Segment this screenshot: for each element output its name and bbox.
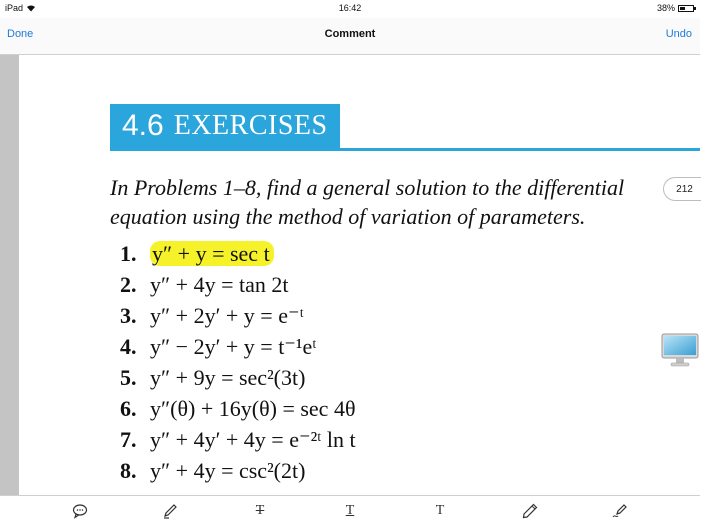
instructions <box>110 173 670 231</box>
annotation-toolbar <box>0 495 700 526</box>
highlighted-equation[interactable]: y″ + y = sec t <box>150 241 274 266</box>
instructions-line-2: equation using the method of variation of parameters. <box>110 204 586 229</box>
problem-number: 4. <box>120 334 137 359</box>
highlighter-icon[interactable] <box>161 502 179 520</box>
problem-2 <box>120 269 356 300</box>
strikethrough-text-icon[interactable]: T <box>255 503 265 518</box>
speech-bubble-icon[interactable] <box>71 502 89 520</box>
nav-bar <box>0 18 700 55</box>
signature-pen-icon[interactable] <box>611 502 629 520</box>
document-page[interactable] <box>19 55 700 495</box>
section-number: 4.6 <box>122 109 164 142</box>
problem-4 <box>120 331 356 362</box>
problem-number: 6. <box>120 396 137 421</box>
instructions-line-1: In Problems 1–8, find a general solution to the differential <box>110 175 625 200</box>
pencil-icon[interactable] <box>521 502 539 520</box>
battery-percent: 38% <box>656 3 675 13</box>
header-rule <box>110 148 700 151</box>
problem-number: 2. <box>120 272 137 297</box>
done-button[interactable]: Done <box>7 28 34 40</box>
undo-button[interactable]: Undo <box>665 28 692 40</box>
equation: y″ + 4y′ + 4y = e⁻²ᵗ ln t <box>150 427 356 452</box>
equation: y″ + 2y′ + y = e⁻ᵗ <box>150 303 304 328</box>
problem-number: 7. <box>120 427 137 452</box>
text-icon[interactable]: T <box>435 503 445 518</box>
nav-title: Comment <box>324 28 376 40</box>
section-header <box>110 104 340 148</box>
problem-number: 5. <box>120 365 137 390</box>
section-title: EXERCISES <box>173 110 328 141</box>
problem-5 <box>120 362 356 393</box>
status-time: 16:42 <box>338 3 362 13</box>
problem-number: 1. <box>120 241 137 266</box>
battery-icon <box>678 5 694 12</box>
equation: y″ + 4y = tan 2t <box>150 272 289 297</box>
computer-icon[interactable] <box>660 330 700 370</box>
equation: y″ − 2y′ + y = t⁻¹eᵗ <box>150 334 317 359</box>
problem-1 <box>120 238 356 269</box>
problem-3 <box>120 300 356 331</box>
equation: y″ + 4y = csc²(2t) <box>150 458 306 483</box>
problem-list <box>120 238 356 483</box>
problem-number: 3. <box>120 303 137 328</box>
device-name: iPad <box>5 3 24 13</box>
problem-number: 8. <box>120 458 137 483</box>
problem-6 <box>120 393 356 424</box>
page-gutter <box>0 55 19 495</box>
problem-8 <box>120 455 356 483</box>
page-number-badge[interactable]: 212 <box>663 177 701 201</box>
equation: y″ + 9y = sec²(3t) <box>150 365 306 390</box>
status-right <box>657 3 694 13</box>
underline-text-icon[interactable]: T <box>345 503 355 518</box>
problem-7 <box>120 424 356 455</box>
equation: y″(θ) + 16y(θ) = sec 4θ <box>150 396 356 421</box>
status-bar <box>0 0 700 18</box>
